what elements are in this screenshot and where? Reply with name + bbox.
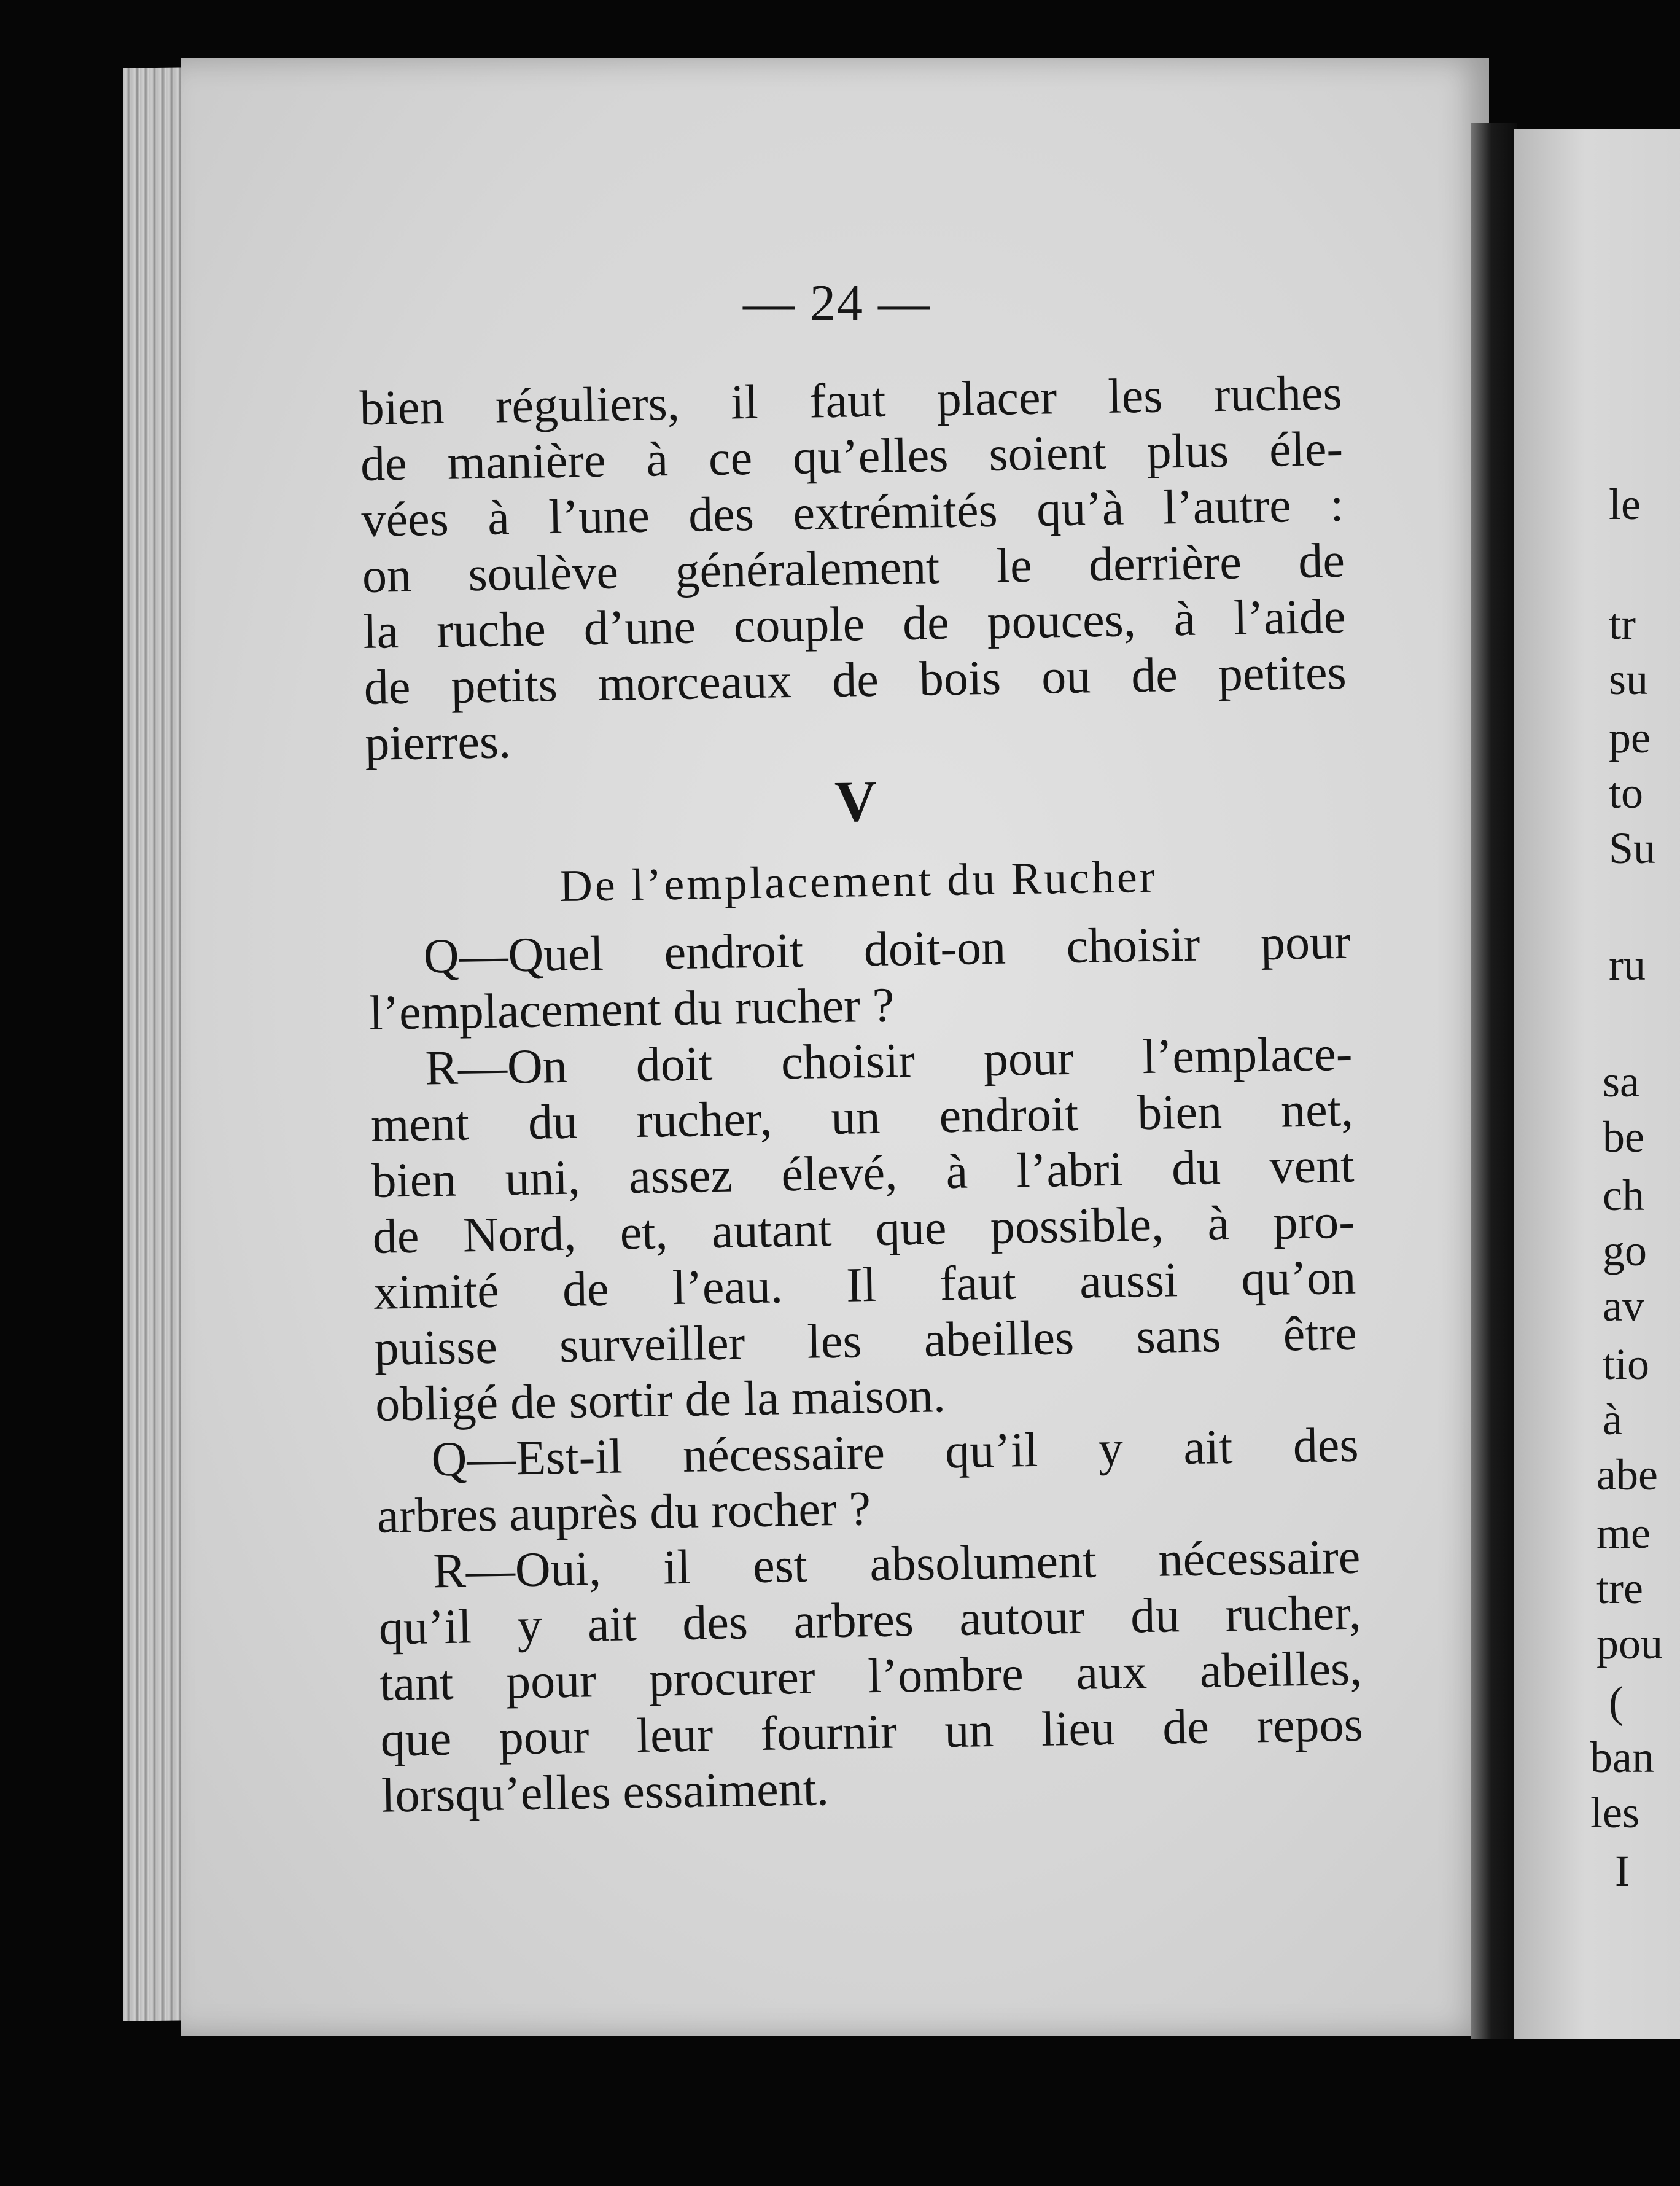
- facing-page-fragment: ban: [1590, 1733, 1654, 1782]
- facing-page-fragment: (: [1609, 1677, 1624, 1727]
- text-line: de petits morceaux de bois ou de petites: [364, 645, 1347, 715]
- text-line: qu’il y ait des arbres autour du rucher,: [378, 1585, 1362, 1655]
- facing-page-fragment: les: [1590, 1788, 1639, 1837]
- text-line: R—On doit choisir pour l’emplace-: [424, 1026, 1353, 1096]
- text-line: R—Oui, il est absolument nécessaire: [432, 1529, 1361, 1599]
- facing-page-fragment: le: [1609, 480, 1641, 529]
- facing-page-fragment: à: [1603, 1395, 1622, 1444]
- facing-page-fragment: I: [1615, 1846, 1630, 1895]
- section-numeral: V: [834, 767, 881, 834]
- text-line: obligé de sortir de la maison.: [375, 1368, 946, 1432]
- book-gutter: [1471, 123, 1517, 2039]
- facing-page-fragment: av: [1603, 1281, 1644, 1330]
- facing-page-fragment: tr: [1609, 599, 1636, 649]
- text-line: pierres.: [364, 714, 511, 771]
- text-line: bien réguliers, il faut placer les ruches: [359, 365, 1343, 435]
- qa-section: [368, 915, 1364, 1824]
- facing-page-fragment: pou: [1596, 1619, 1663, 1668]
- facing-page-fragment: pe: [1609, 713, 1651, 762]
- text-line: ximité de l’eau. Il faut aussi qu’on: [373, 1250, 1356, 1320]
- text-line: de Nord, et, autant que possible, à pro-: [372, 1194, 1356, 1264]
- facing-page-fragment: ch: [1603, 1171, 1644, 1220]
- facing-page-fragment: sa: [1603, 1057, 1639, 1106]
- facing-page-fragment: go: [1603, 1226, 1647, 1275]
- text-line: l’emplacement du rucher ?: [368, 978, 895, 1040]
- page-number: — 24 —: [743, 275, 931, 332]
- text-line: Q—Est-il nécessaire qu’il y ait des: [430, 1418, 1359, 1487]
- text-line: que pour leur fournir un lieu de repos: [380, 1697, 1364, 1767]
- text-line: lorsqu’elles essaiment.: [381, 1762, 830, 1823]
- text-line: la ruche d’une couple de pouces, à l’aide: [362, 589, 1346, 659]
- facing-page-fragment: tre: [1596, 1564, 1643, 1613]
- facing-page-fragment: su: [1609, 655, 1649, 704]
- text-line: Q—Quel endroit doit-on choisir pour: [423, 915, 1351, 984]
- facing-page-fragment: be: [1603, 1112, 1644, 1161]
- facing-page-fragment: me: [1596, 1509, 1651, 1558]
- facing-page-fragment: tio: [1603, 1340, 1650, 1389]
- page-edges: [123, 67, 190, 2021]
- text-line: tant pour procurer l’ombre aux abeilles,: [379, 1641, 1363, 1711]
- text-line: puisse surveiller les abeilles sans être: [374, 1306, 1358, 1376]
- left-page-text: [359, 365, 1364, 1824]
- section-title: De l’emplacement du Rucher: [559, 851, 1158, 911]
- facing-page-fragment: ru: [1609, 940, 1646, 990]
- facing-page-fragment: abe: [1596, 1450, 1658, 1499]
- text-line: arbres auprès du rocher ?: [376, 1481, 871, 1544]
- facing-page-fragment: Su: [1609, 824, 1656, 873]
- text-line: on soulève généralement le derrière de: [362, 533, 1345, 603]
- continuation-paragraph: [359, 365, 1348, 772]
- facing-page-fragment: to: [1609, 768, 1644, 818]
- text-line: de manière à ce qu’elles soient plus éle-: [360, 421, 1344, 491]
- text-line: bien uni, assez élevé, à l’abri du vent: [371, 1138, 1355, 1208]
- text-line: ment du rucher, un endroit bien net,: [370, 1082, 1354, 1152]
- text-line: vées à l’une des extrémités qu’à l’autre :: [360, 477, 1345, 547]
